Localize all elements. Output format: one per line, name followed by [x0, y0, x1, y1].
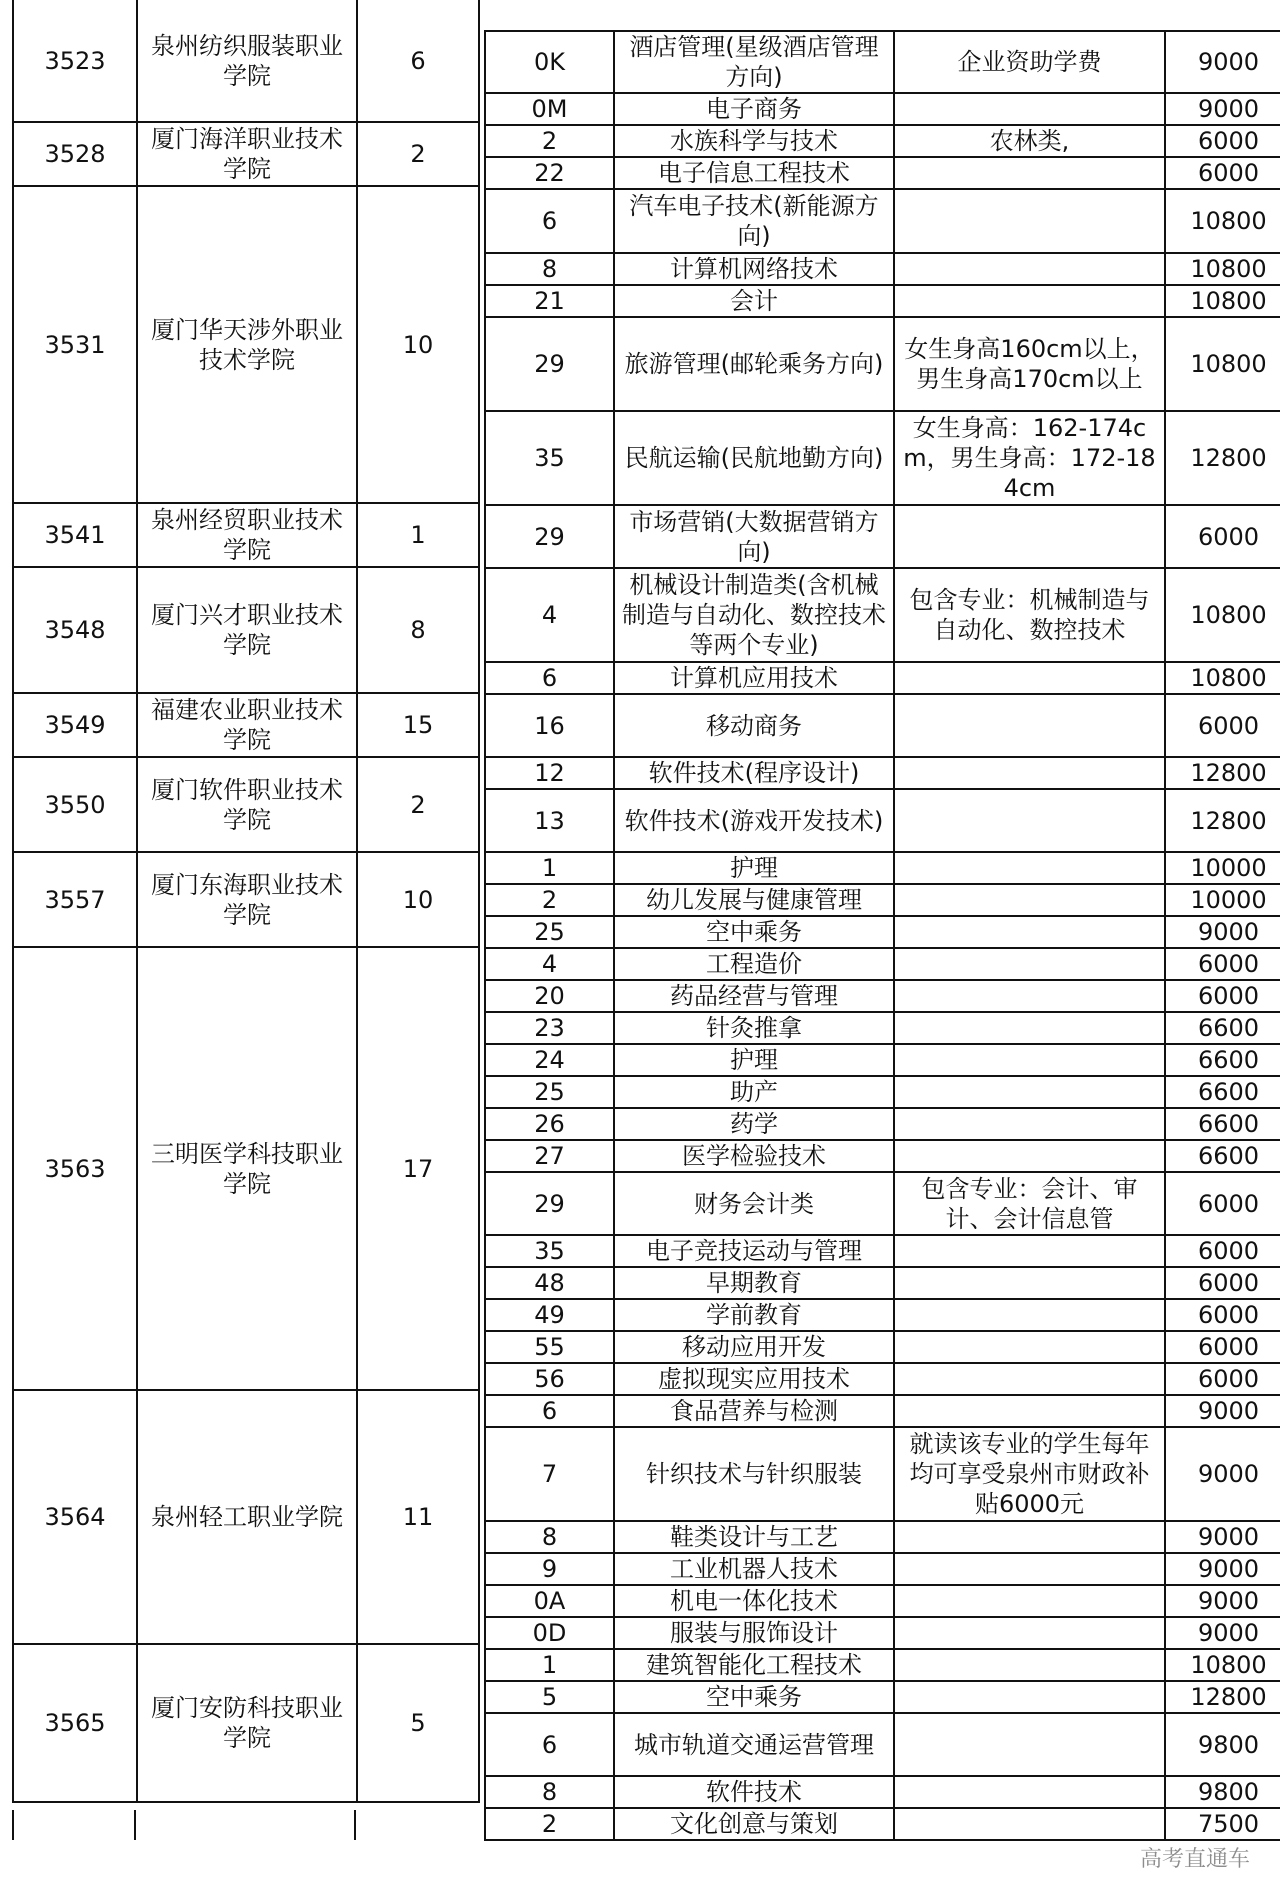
major-fee: 9000 — [1165, 93, 1280, 125]
major-fee: 10000 — [1165, 852, 1280, 884]
major-code: 35 — [485, 411, 614, 505]
major-code: 1 — [485, 1649, 614, 1681]
major-name: 机电一体化技术 — [614, 1585, 894, 1617]
major-name: 旅游管理(邮轮乘务方向) — [614, 317, 894, 411]
school-major-count: 6 — [357, 0, 479, 122]
major-remark — [894, 694, 1165, 757]
major-code: 26 — [485, 1108, 614, 1140]
major-name: 电子竞技运动与管理 — [614, 1235, 894, 1267]
school-name: 厦门软件职业技术学院 — [137, 757, 357, 852]
major-remark — [894, 189, 1165, 253]
major-name: 财务会计类 — [614, 1172, 894, 1235]
major-code: 8 — [485, 253, 614, 285]
major-code: 12 — [485, 757, 614, 789]
school-name: 泉州经贸职业技术学院 — [137, 503, 357, 567]
major-code: 35 — [485, 1235, 614, 1267]
school-major-count: 2 — [357, 757, 479, 852]
major-code: 1 — [485, 852, 614, 884]
school-major-count: 17 — [357, 947, 479, 1390]
school-name: 厦门华天涉外职业技术学院 — [137, 186, 357, 503]
school-name: 福建农业职业技术学院 — [137, 693, 357, 757]
major-code: 5 — [485, 1681, 614, 1713]
school-code: 3549 — [13, 693, 137, 757]
major-code: 24 — [485, 1044, 614, 1076]
major-code: 8 — [485, 1776, 614, 1808]
major-name: 护理 — [614, 852, 894, 884]
major-name: 食品营养与检测 — [614, 1395, 894, 1427]
school-code: 3563 — [13, 947, 137, 1390]
major-fee: 6600 — [1165, 1076, 1280, 1108]
major-row — [485, 189, 1280, 253]
major-row — [485, 1235, 1280, 1267]
major-name: 虚拟现实应用技术 — [614, 1363, 894, 1395]
school-code: 3531 — [13, 186, 137, 503]
major-row — [485, 1713, 1280, 1776]
school-row — [13, 503, 479, 567]
major-name: 工业机器人技术 — [614, 1553, 894, 1585]
major-fee: 10800 — [1165, 317, 1280, 411]
major-remark — [894, 93, 1165, 125]
major-remark — [894, 1553, 1165, 1585]
school-row — [13, 122, 479, 186]
major-code: 9 — [485, 1553, 614, 1585]
major-fee: 6600 — [1165, 1140, 1280, 1172]
major-code: 2 — [485, 125, 614, 157]
major-fee: 6000 — [1165, 1267, 1280, 1299]
school-code: 3564 — [13, 1390, 137, 1644]
major-name: 水族科学与技术 — [614, 125, 894, 157]
school-row — [13, 852, 479, 947]
school-row — [13, 757, 479, 852]
major-fee: 12800 — [1165, 411, 1280, 505]
major-remark — [894, 916, 1165, 948]
major-code: 29 — [485, 505, 614, 568]
major-row — [485, 694, 1280, 757]
major-name: 汽车电子技术(新能源方向) — [614, 189, 894, 253]
major-row — [485, 1044, 1280, 1076]
school-code: 3557 — [13, 852, 137, 947]
major-row — [485, 852, 1280, 884]
major-fee: 6000 — [1165, 1299, 1280, 1331]
major-fee: 9000 — [1165, 916, 1280, 948]
major-remark: 农林类, — [894, 125, 1165, 157]
major-remark — [894, 1299, 1165, 1331]
school-name: 泉州纺织服装职业学院 — [137, 0, 357, 122]
major-code: 56 — [485, 1363, 614, 1395]
major-name: 酒店管理(星级酒店管理方向) — [614, 31, 894, 93]
major-fee: 6600 — [1165, 1012, 1280, 1044]
major-name: 软件技术(游戏开发技术) — [614, 789, 894, 852]
major-remark — [894, 1331, 1165, 1363]
major-row — [485, 1681, 1280, 1713]
major-name: 学前教育 — [614, 1299, 894, 1331]
major-table — [484, 30, 1280, 1841]
major-name: 建筑智能化工程技术 — [614, 1649, 894, 1681]
major-fee: 10800 — [1165, 253, 1280, 285]
major-name: 药品经营与管理 — [614, 980, 894, 1012]
major-row — [485, 1585, 1280, 1617]
major-row — [485, 1395, 1280, 1427]
major-remark: 就读该专业的学生每年均可享受泉州市财政补贴6000元 — [894, 1427, 1165, 1521]
major-name: 计算机网络技术 — [614, 253, 894, 285]
major-remark — [894, 1713, 1165, 1776]
school-name: 三明医学科技职业学院 — [137, 947, 357, 1390]
major-code: 4 — [485, 568, 614, 662]
major-name: 工程造价 — [614, 948, 894, 980]
major-row — [485, 1427, 1280, 1521]
major-name: 软件技术 — [614, 1776, 894, 1808]
major-row — [485, 1776, 1280, 1808]
major-code: 25 — [485, 916, 614, 948]
major-name: 针织技术与针织服装 — [614, 1427, 894, 1521]
major-code: 6 — [485, 1395, 614, 1427]
school-code: 3550 — [13, 757, 137, 852]
major-name: 空中乘务 — [614, 916, 894, 948]
major-name: 鞋类设计与工艺 — [614, 1521, 894, 1553]
major-remark — [894, 1235, 1165, 1267]
major-name: 电子商务 — [614, 93, 894, 125]
major-fee: 9000 — [1165, 1395, 1280, 1427]
school-row — [13, 1644, 479, 1802]
major-fee: 9800 — [1165, 1776, 1280, 1808]
school-major-count: 8 — [357, 567, 479, 693]
major-fee: 6000 — [1165, 1172, 1280, 1235]
major-row — [485, 1108, 1280, 1140]
major-code: 6 — [485, 662, 614, 694]
major-fee: 10800 — [1165, 189, 1280, 253]
major-fee: 6000 — [1165, 1331, 1280, 1363]
major-name: 民航运输(民航地勤方向) — [614, 411, 894, 505]
school-name: 厦门海洋职业技术学院 — [137, 122, 357, 186]
major-remark — [894, 1140, 1165, 1172]
major-remark — [894, 757, 1165, 789]
major-remark — [894, 1521, 1165, 1553]
major-remark — [894, 980, 1165, 1012]
major-fee: 9000 — [1165, 31, 1280, 93]
major-fee: 12800 — [1165, 789, 1280, 852]
major-remark — [894, 1617, 1165, 1649]
major-fee: 9000 — [1165, 1427, 1280, 1521]
major-remark — [894, 505, 1165, 568]
major-row — [485, 31, 1280, 93]
school-table — [12, 0, 480, 1803]
school-row — [13, 693, 479, 757]
school-name: 厦门东海职业技术学院 — [137, 852, 357, 947]
major-remark — [894, 948, 1165, 980]
major-remark — [894, 852, 1165, 884]
major-remark — [894, 1108, 1165, 1140]
major-remark — [894, 1681, 1165, 1713]
major-fee: 6000 — [1165, 694, 1280, 757]
major-name: 移动商务 — [614, 694, 894, 757]
major-code: 16 — [485, 694, 614, 757]
major-row — [485, 1172, 1280, 1235]
major-row — [485, 980, 1280, 1012]
major-remark: 包含专业：机械制造与自动化、数控技术 — [894, 568, 1165, 662]
major-fee: 10800 — [1165, 662, 1280, 694]
major-name: 文化创意与策划 — [614, 1808, 894, 1840]
school-row — [13, 0, 479, 122]
major-fee: 9000 — [1165, 1585, 1280, 1617]
major-row — [485, 505, 1280, 568]
major-fee: 6600 — [1165, 1108, 1280, 1140]
school-code: 3528 — [13, 122, 137, 186]
major-row — [485, 317, 1280, 411]
major-code: 8 — [485, 1521, 614, 1553]
major-remark — [894, 1012, 1165, 1044]
major-name: 空中乘务 — [614, 1681, 894, 1713]
major-code: 0K — [485, 31, 614, 93]
school-major-count: 11 — [357, 1390, 479, 1644]
major-remark — [894, 285, 1165, 317]
major-code: 23 — [485, 1012, 614, 1044]
major-row — [485, 1363, 1280, 1395]
major-name: 护理 — [614, 1044, 894, 1076]
major-row — [485, 948, 1280, 980]
major-row — [485, 1076, 1280, 1108]
major-code: 55 — [485, 1331, 614, 1363]
major-code: 22 — [485, 157, 614, 189]
major-remark — [894, 1808, 1165, 1840]
major-row — [485, 1012, 1280, 1044]
major-code: 25 — [485, 1076, 614, 1108]
major-row — [485, 757, 1280, 789]
school-name: 厦门兴才职业技术学院 — [137, 567, 357, 693]
major-remark — [894, 662, 1165, 694]
major-row — [485, 1521, 1280, 1553]
major-fee: 6000 — [1165, 980, 1280, 1012]
major-row — [485, 1331, 1280, 1363]
major-row — [485, 916, 1280, 948]
major-code: 6 — [485, 1713, 614, 1776]
major-row — [485, 1299, 1280, 1331]
major-fee: 10800 — [1165, 1649, 1280, 1681]
major-row — [485, 1267, 1280, 1299]
major-fee: 6600 — [1165, 1044, 1280, 1076]
major-row — [485, 789, 1280, 852]
major-name: 市场营销(大数据营销方向) — [614, 505, 894, 568]
major-fee: 6000 — [1165, 948, 1280, 980]
school-major-count: 10 — [357, 186, 479, 503]
major-name: 幼儿发展与健康管理 — [614, 884, 894, 916]
major-row — [485, 1617, 1280, 1649]
major-name: 软件技术(程序设计) — [614, 757, 894, 789]
major-fee: 10800 — [1165, 285, 1280, 317]
major-remark — [894, 1044, 1165, 1076]
major-row — [485, 285, 1280, 317]
major-name: 药学 — [614, 1108, 894, 1140]
major-fee: 6000 — [1165, 1363, 1280, 1395]
major-row — [485, 1808, 1280, 1840]
major-remark: 企业资助学费 — [894, 31, 1165, 93]
major-remark — [894, 1267, 1165, 1299]
major-code: 27 — [485, 1140, 614, 1172]
major-fee: 9000 — [1165, 1521, 1280, 1553]
major-code: 2 — [485, 1808, 614, 1840]
major-name: 计算机应用技术 — [614, 662, 894, 694]
major-code: 2 — [485, 884, 614, 916]
major-code: 21 — [485, 285, 614, 317]
major-name: 针灸推拿 — [614, 1012, 894, 1044]
major-code: 0A — [485, 1585, 614, 1617]
major-name: 服装与服饰设计 — [614, 1617, 894, 1649]
major-remark — [894, 1776, 1165, 1808]
major-code: 13 — [485, 789, 614, 852]
school-row — [13, 1390, 479, 1644]
major-fee: 6000 — [1165, 1235, 1280, 1267]
major-row — [485, 1553, 1280, 1585]
school-major-count: 2 — [357, 122, 479, 186]
watermark: 高考直通车 — [1139, 1847, 1250, 1872]
school-row — [13, 947, 479, 1390]
major-name: 机械设计制造类(含机械制造与自动化、数控技术等两个专业) — [614, 568, 894, 662]
major-fee: 9000 — [1165, 1617, 1280, 1649]
major-fee: 9000 — [1165, 1553, 1280, 1585]
major-code: 20 — [485, 980, 614, 1012]
major-fee: 10000 — [1165, 884, 1280, 916]
major-name: 早期教育 — [614, 1267, 894, 1299]
major-code: 49 — [485, 1299, 614, 1331]
major-remark: 女生身高160cm以上，男生身高170cm以上 — [894, 317, 1165, 411]
school-code: 3541 — [13, 503, 137, 567]
major-fee: 6000 — [1165, 157, 1280, 189]
major-code: 29 — [485, 317, 614, 411]
major-code: 7 — [485, 1427, 614, 1521]
continued-row-borders — [12, 1810, 474, 1880]
school-major-count: 15 — [357, 693, 479, 757]
major-row — [485, 884, 1280, 916]
major-row — [485, 1649, 1280, 1681]
major-name: 助产 — [614, 1076, 894, 1108]
major-name: 医学检验技术 — [614, 1140, 894, 1172]
school-code: 3548 — [13, 567, 137, 693]
major-fee: 12800 — [1165, 1681, 1280, 1713]
school-row — [13, 186, 479, 503]
major-fee: 6000 — [1165, 125, 1280, 157]
major-remark — [894, 157, 1165, 189]
major-remark: 女生身高：162-174cm，男生身高：172-184cm — [894, 411, 1165, 505]
major-code: 0M — [485, 93, 614, 125]
major-fee: 6000 — [1165, 505, 1280, 568]
major-code: 48 — [485, 1267, 614, 1299]
major-code: 4 — [485, 948, 614, 980]
major-fee: 7500 — [1165, 1808, 1280, 1840]
major-row — [485, 1140, 1280, 1172]
school-name: 厦门安防科技职业学院 — [137, 1644, 357, 1802]
major-fee: 9800 — [1165, 1713, 1280, 1776]
major-remark — [894, 884, 1165, 916]
major-name: 城市轨道交通运营管理 — [614, 1713, 894, 1776]
major-remark: 包含专业：会计、审计、会计信息管 — [894, 1172, 1165, 1235]
school-row — [13, 567, 479, 693]
school-major-count: 1 — [357, 503, 479, 567]
major-name: 移动应用开发 — [614, 1331, 894, 1363]
school-name: 泉州轻工职业学院 — [137, 1390, 357, 1644]
major-fee: 12800 — [1165, 757, 1280, 789]
school-major-count: 5 — [357, 1644, 479, 1802]
major-remark — [894, 1395, 1165, 1427]
major-row — [485, 125, 1280, 157]
major-name: 会计 — [614, 285, 894, 317]
major-remark — [894, 253, 1165, 285]
major-row — [485, 93, 1280, 125]
major-remark — [894, 1076, 1165, 1108]
major-remark — [894, 1363, 1165, 1395]
major-name: 电子信息工程技术 — [614, 157, 894, 189]
major-remark — [894, 789, 1165, 852]
major-row — [485, 568, 1280, 662]
major-code: 6 — [485, 189, 614, 253]
major-code: 29 — [485, 1172, 614, 1235]
major-remark — [894, 1585, 1165, 1617]
major-row — [485, 253, 1280, 285]
major-code: 0D — [485, 1617, 614, 1649]
major-row — [485, 157, 1280, 189]
major-row — [485, 662, 1280, 694]
school-code: 3565 — [13, 1644, 137, 1802]
school-major-count: 10 — [357, 852, 479, 947]
major-row — [485, 411, 1280, 505]
school-code: 3523 — [13, 0, 137, 122]
major-fee: 10800 — [1165, 568, 1280, 662]
major-remark — [894, 1649, 1165, 1681]
